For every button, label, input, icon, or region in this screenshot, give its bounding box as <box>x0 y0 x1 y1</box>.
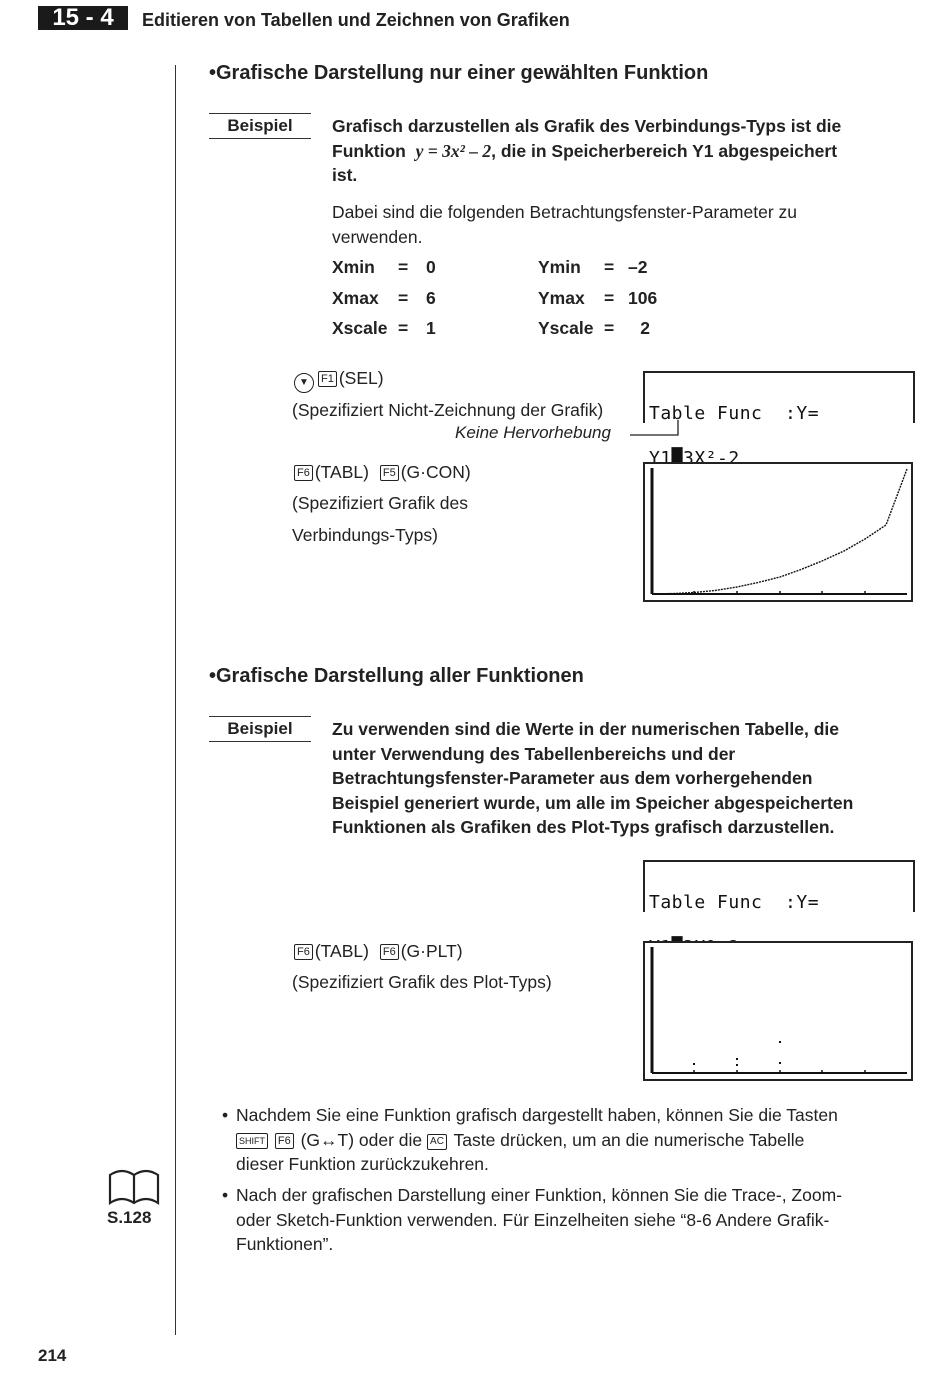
step3-note: (Spezifiziert Grafik des Plot-Typs) <box>292 972 552 992</box>
param-xmin: Xmin = 0 <box>332 257 436 277</box>
f6-key-icon: F6 <box>275 1133 294 1149</box>
step1-note: (Spezifiziert Nicht-Zeichnung der Grafik) <box>292 400 604 420</box>
param-xscale: Xscale = 1 <box>332 318 436 338</box>
page-reference: S.128 <box>107 1208 152 1227</box>
param-ymax: Ymax = 106 <box>538 288 658 308</box>
f5-key-icon: F5 <box>380 465 399 481</box>
calculator-screen-2: Table Func :Y= Y1█3X²-2 Y2█X+4 <box>643 860 915 912</box>
step2-note: (Spezifiziert Grafik des Verbindungs-Typs) <box>292 493 469 545</box>
cursor-down-key-icon: ▼ <box>294 373 314 393</box>
f6-key-icon: F6 <box>294 944 313 960</box>
f6-key-icon: F6 <box>294 465 313 481</box>
beispiel-label-1: Beispiel <box>209 113 311 139</box>
section1-title: •Grafische Darstellung nur einer gewählten Funktion <box>209 62 709 84</box>
graph-plot-type <box>643 941 913 1081</box>
calculator-screen-1: Table Func :Y= Y1█3X²-2 Y2=X+4 <box>643 371 915 423</box>
chapter-title: Editieren von Tabellen und Zeichnen von Grafiken <box>142 10 570 30</box>
ac-key-icon: AC <box>427 1134 447 1150</box>
note-bullet-1: • Nachdem Sie eine Funktion grafisch dargestellt haben, können Sie die Tasten SHIFT F6 (G↔T) oder die AC Taste drücken, um an die numerische Tabelle dieser Funktion zurückzukehren. <box>222 1105 838 1174</box>
callout-label: Keine Hervorhebung <box>455 423 611 442</box>
param-intro: Dabei sind die folgenden Betrachtungsfenster-Parameter zu verwenden. <box>332 202 797 247</box>
shift-key-icon: SHIFT <box>236 1133 268 1149</box>
book-icon <box>107 1167 163 1207</box>
param-yscale: Yscale = 2 <box>538 318 650 338</box>
section2-title: •Grafische Darstellung aller Funktionen <box>209 665 584 687</box>
page-number: 214 <box>38 1346 67 1365</box>
param-ymin: Ymin = –2 <box>538 257 648 277</box>
example2-text: Zu verwenden sind die Werte in der numerischen Tabelle, die unter Verwendung des Tabellenbereichs und der Betrachtungsfenster-Parameter aus dem vorhergehenden Beispiel generiert wurde, um alle im Speicher abgespeicherten Funktionen als Grafiken des Plot-Typs grafisch darzustellen. <box>332 719 854 837</box>
note-bullet-2: • Nach der grafischen Darstellung einer Funktion, können Sie die Trace-, Zoom- oder Sketch-Funktion verwenden. Für Einzelheiten siehe “8-6 Andere Grafik- Funktionen”. <box>222 1185 842 1254</box>
step1-instruction: ▼ F1 (SEL) <box>294 366 384 393</box>
formula: y = 3x² – 2 <box>415 140 492 161</box>
margin-rule <box>175 65 176 1335</box>
param-xmax: Xmax = 6 <box>332 288 436 308</box>
f6-key-icon: F6 <box>380 944 399 960</box>
f1-key-icon: F1 <box>318 371 337 387</box>
beispiel-label-2: Beispiel <box>209 716 311 742</box>
section-number-badge: 15 - 4 <box>38 6 128 30</box>
example1-text: Grafisch darzustellen als Grafik des Verbindungs-Typs ist die Funktion y = 3x² – 2, die in Speicherbereich Y1 abgespeichert ist. <box>332 116 842 185</box>
step3-instruction: F6 (TABL) F6 (G·PLT) <box>294 939 463 964</box>
step2-instruction: F6 (TABL) F5 (G·CON) <box>294 460 471 485</box>
graph-connected-type <box>643 462 913 602</box>
